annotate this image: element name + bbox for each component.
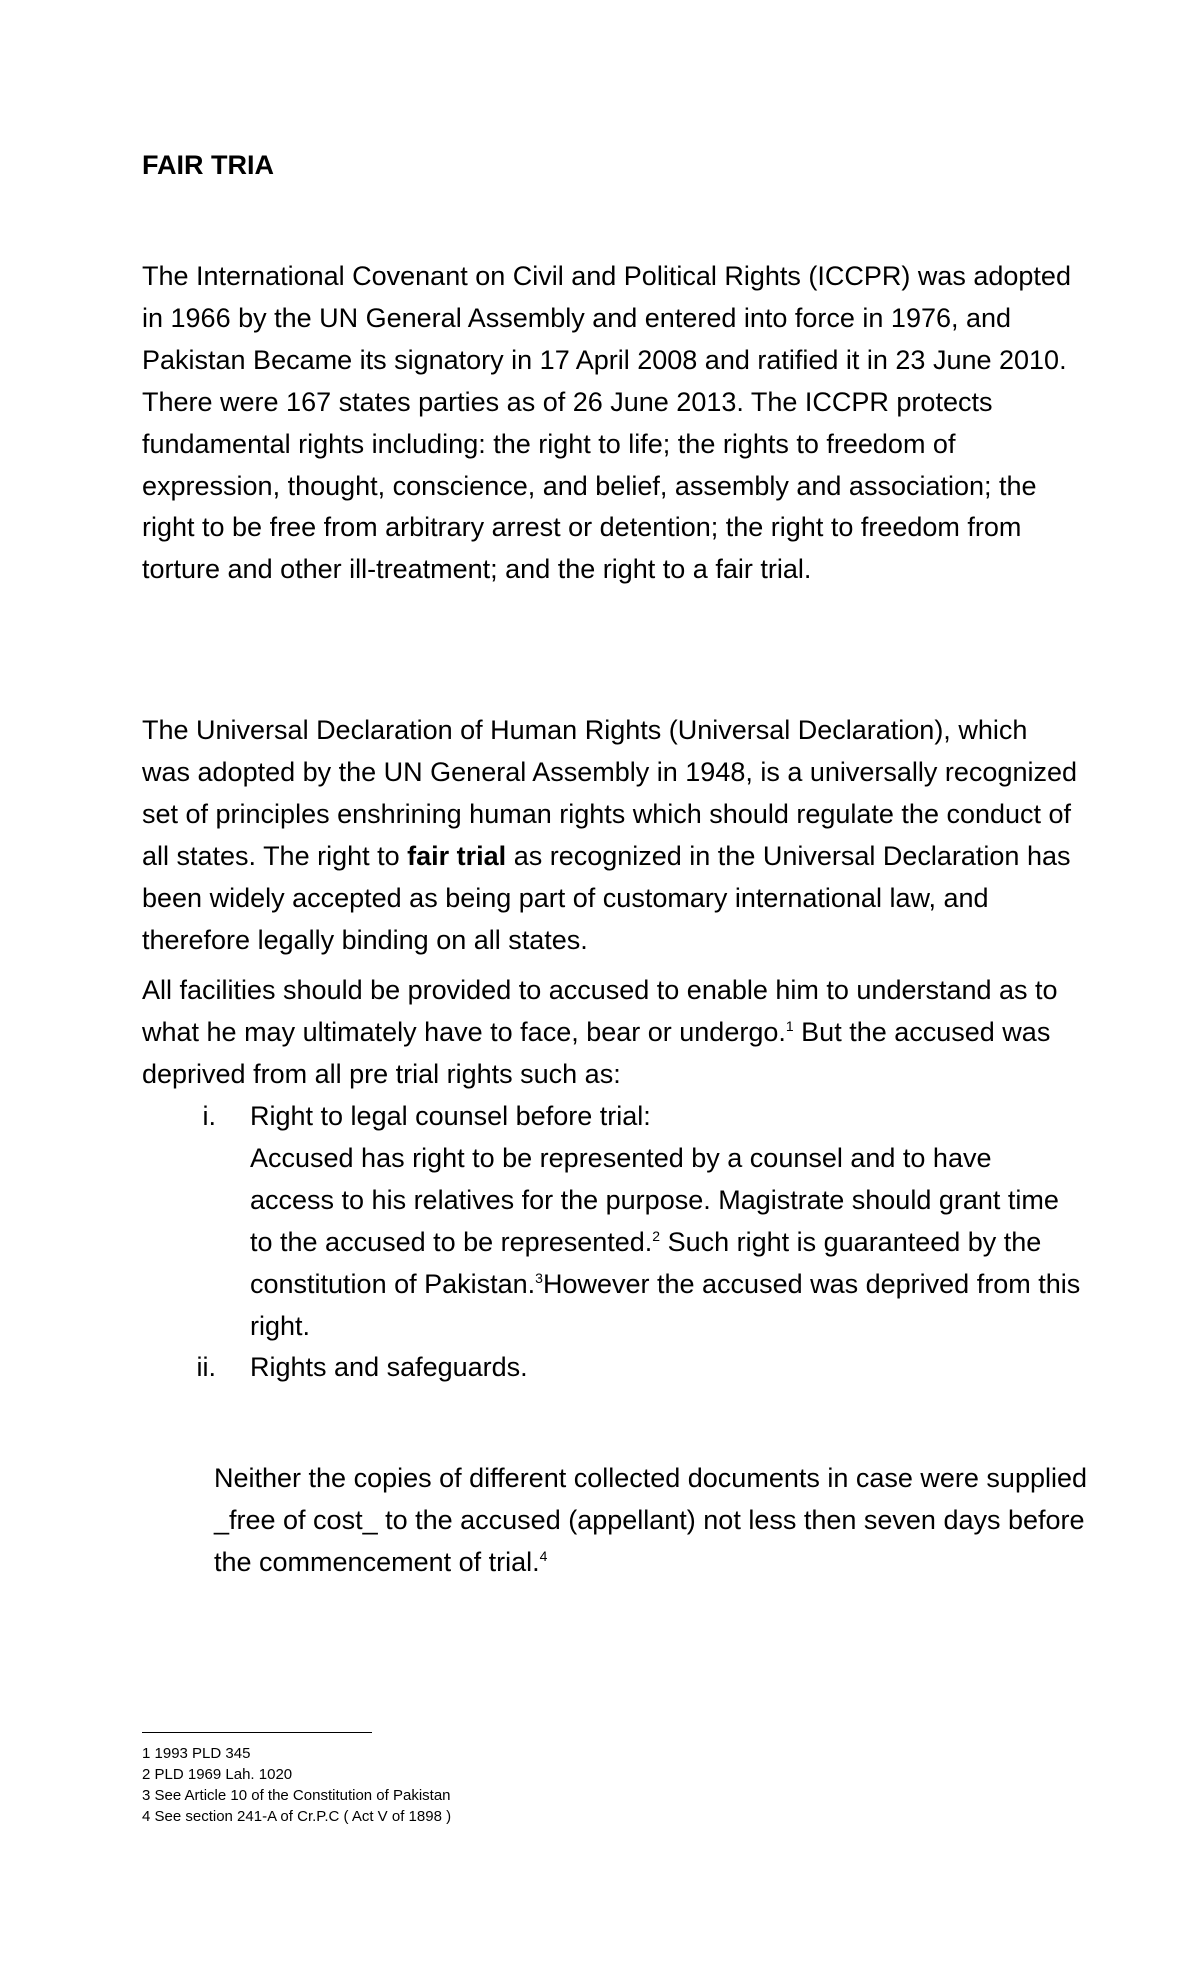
page-title: FAIR TRIA (142, 150, 274, 180)
list-item-text: However the accused was deprived from this right. (250, 1268, 1081, 1341)
footnote-4: 4 See section 241-A of Cr.P.C ( Act V of 1898 ) (142, 1808, 452, 1825)
list-item-body (250, 1143, 1080, 1341)
footnote-ref-4: 4 (539, 1547, 548, 1564)
footnote-2: 2 PLD 1969 Lah. 1020 (142, 1766, 293, 1783)
list-item-heading: Rights and safeguards. (250, 1352, 528, 1383)
paragraph-text: The Universal Declaration of Human Rights (Universal Declaration), which was adopted by the UN General Assembly in 1948, is a universally recognized set of principles enshrining human rights which should regulate the conduct of all states. The right to (142, 715, 1078, 871)
list-item-text: Accused has right to be represented by a counsel and to have access to his relatives for the purpose. Magistrate should grant time to the accused to be represented. (250, 1142, 1059, 1257)
list-item-number: i. (202, 1101, 216, 1131)
footnote-divider (142, 1732, 372, 1733)
list-item-text: Such right is guaranteed by the constitution of Pakistan. (250, 1226, 1042, 1299)
footnote-ref-1: 1 (785, 1017, 794, 1034)
paragraph-text: All facilities should be provided to accused to enable him to understand as to what he may ultimately have to face, bear or undergo. (142, 975, 1058, 1047)
footnote-1: 1 1993 PLD 345 (142, 1745, 251, 1762)
list-item (142, 1347, 1082, 1389)
pre-trial-rights-list (142, 1096, 1082, 1389)
list-item-number: ii. (196, 1352, 216, 1383)
paragraph-text: But the accused was deprived from all pre trial rights such as: (142, 1016, 1051, 1089)
list-item-heading: Right to legal counsel before trial: (250, 1101, 651, 1131)
paragraph-documents (214, 1458, 1094, 1584)
paragraph-iccpr: The International Covenant on Civil and Political Rights (ICCPR) was adopted in 1966 by the UN General Assembly and entered into force in 1976, and Pakistan Became its signatory in 17 April 2008 and ratified it in 23 June 2010. There were 167 states parties as of 26 June 2013. The ICCPR protects fundamental rights including: the right to life; the rights to freedom of expression, thought, conscience, and belief, assembly and association; the right to be free from arbitrary arrest or detention; the right to freedom from torture and other ill-treatment; and the right to a fair trial. (142, 261, 1071, 585)
footnote-3: 3 See Article 10 of the Constitution of Pakistan (142, 1787, 451, 1804)
paragraph-text: as recognized in the Universal Declaration has been widely accepted as being part of customary international law, and therefore legally binding on all states. (142, 840, 1071, 955)
footnotes (142, 1743, 451, 1827)
footnote-ref-2: 2 (652, 1227, 661, 1244)
paragraph-facilities (142, 970, 1082, 1096)
paragraph-text: Neither the copies of different collected documents in case were supplied _free of cost_ to the accused (appellant) not less then seven days before the commencement of trial. (214, 1463, 1088, 1577)
list-item (142, 1096, 1082, 1347)
footnote-ref-3: 3 (535, 1269, 543, 1286)
bold-term-fair-trial: fair trial (407, 840, 507, 871)
paragraph-universal-declaration (142, 710, 1082, 961)
